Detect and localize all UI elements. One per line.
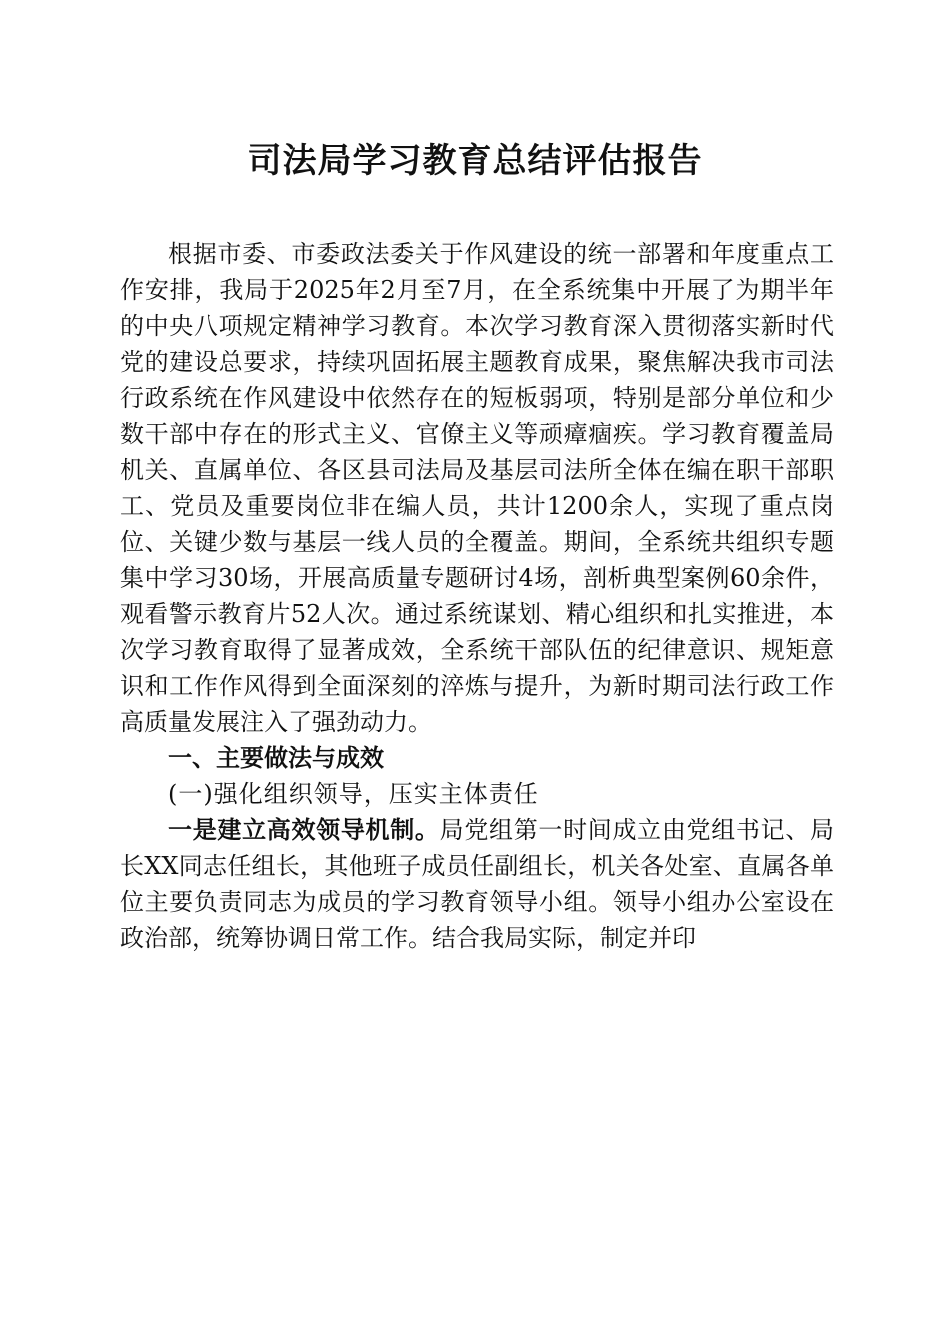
point-lead: 一是建立高效领导机制。	[168, 815, 440, 844]
point-text: 局党组第一时间成立由党组书记、局长XX同志任组长，其他班子成员任副组长，机关各处室、直属各单位主要负责同志为成员的学习教育领导小组。领导小组办公室设在政治部，统筹协调日常工作。结合我局实际，制定并印	[120, 816, 835, 952]
section-heading: 一、主要做法与成效	[168, 744, 384, 772]
point-paragraph	[120, 812, 834, 956]
subsection-heading: (一)强化组织领导，压实主体责任	[168, 780, 539, 808]
document-body	[120, 236, 834, 956]
intro-paragraph: 根据市委、市委政法委关于作风建设的统一部署和年度重点工作安排，我局于2025年2月至7月，在全系统集中开展了为期半年的中央八项规定精神学习教育。本次学习教育深入贯彻落实新时代党的建设总要求，持续巩固拓展主题教育成果，聚焦解决我市司法行政系统在作风建设中依然存在的短板弱项，特别是部分单位和少数干部中存在的形式主义、官僚主义等顽瘴痼疾。学习教育覆盖局机关、直属单位、各区县司法局及基层司法所全体在编在职干部职工、党员及重要岗位非在编人员，共计1200余人，实现了重点岗位、关键少数与基层一线人员的全覆盖。期间，全系统共组织专题集中学习30场，开展高质量专题研讨4场，剖析典型案例60余件，观看警示教育片52人次。通过系统谋划、精心组织和扎实推进，本次学习教育取得了显著成效，全系统干部队伍的纪律意识、规矩意识和工作作风得到全面深刻的淬炼与提升，为新时期司法行政工作高质量发展注入了强劲动力。	[120, 240, 834, 736]
document-title: 司法局学习教育总结评估报告	[247, 141, 703, 181]
